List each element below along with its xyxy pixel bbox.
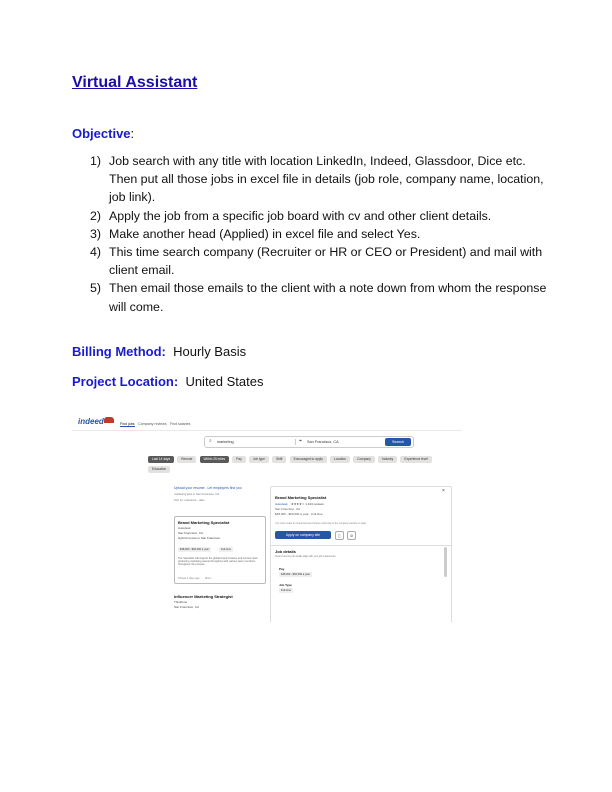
- filter-chip[interactable]: Location: [330, 456, 350, 463]
- objective-list: [90, 152, 550, 316]
- pay-label: Pay: [279, 567, 285, 571]
- objective-number: 3): [90, 226, 102, 241]
- detail-location: San Francisco, CA: [275, 507, 301, 511]
- job-card[interactable]: [174, 516, 266, 584]
- pay-tag: $48,000 - $60,000 a year: [281, 573, 310, 576]
- nav-find-salaries[interactable]: Find salaries: [170, 422, 191, 426]
- search-where-input[interactable]: San Francisco, CA: [307, 439, 339, 444]
- filter-chip[interactable]: Shift: [272, 456, 286, 463]
- location-label: Project Location: [72, 374, 174, 389]
- filter-chip[interactable]: Education: [148, 466, 170, 473]
- search-icon: ⌕: [209, 438, 212, 444]
- search-what-input[interactable]: marketing: [217, 439, 234, 444]
- objective-item: [90, 279, 550, 315]
- nav-company-reviews[interactable]: Company reviews: [138, 422, 167, 426]
- detail-pay: $48,000 - $60,000 a year - Full-time: [275, 512, 323, 516]
- job-card-description: The Specialist will support the global brand creative and content team producing marketing assets throughout with various team members throughout the process: [178, 557, 258, 567]
- job-card-2-title[interactable]: Influencer Marketing Strategist: [174, 594, 233, 599]
- billing-label: Billing Method: [72, 344, 162, 359]
- location-pin-icon: ⌖: [299, 438, 302, 444]
- jobs-meta: marketing jobs in San Francisco, CA: [174, 492, 220, 496]
- indeed-screenshot: [72, 412, 462, 622]
- job-card-2-company: Thinkfone: [174, 600, 188, 604]
- nav-find-jobs[interactable]: Find jobs: [120, 422, 135, 426]
- billing-value: Hourly Basis: [173, 344, 247, 359]
- filter-chip[interactable]: Company: [353, 456, 375, 463]
- objective-item: [90, 152, 550, 207]
- project-location: Project Location: United States: [72, 374, 264, 389]
- upload-resume-link[interactable]: Upload your resume - Let employers find you: [174, 486, 242, 490]
- sort-control[interactable]: Sort by: relevance - date: [174, 498, 205, 502]
- results-header: [174, 486, 266, 502]
- job-type-tag: Full-time: [281, 589, 291, 592]
- detail-note: You must create an Indeed account before continuing to the company website to apply: [275, 522, 367, 525]
- filter-chip[interactable]: Experience level: [400, 456, 431, 463]
- objective-item: [90, 243, 550, 279]
- document-title: Virtual Assistant: [72, 74, 198, 91]
- objective-colon: :: [130, 126, 135, 141]
- objective-text: This time search company (Recruiter or HR or CEO or President) and mail with client email.: [109, 245, 543, 278]
- search-bar: [204, 436, 414, 448]
- billing-method: Billing Method: Hourly Basis: [72, 344, 247, 359]
- detail-scrollbar[interactable]: [444, 547, 447, 577]
- filter-chip[interactable]: Within 25 miles: [200, 456, 230, 463]
- job-details-sub: Here's how the job details align with your job preferences.: [275, 555, 337, 558]
- objective-item: [90, 207, 550, 225]
- search-button[interactable]: Search: [385, 438, 411, 446]
- filter-chip[interactable]: Last 14 days: [148, 456, 174, 463]
- job-card-company: Autodesk: [178, 526, 191, 530]
- close-icon[interactable]: ×: [442, 488, 445, 494]
- detail-company[interactable]: Autodesk: [275, 502, 288, 506]
- job-card-posted: Posted 4 days ago: [178, 577, 200, 580]
- search-divider: [295, 439, 296, 445]
- badge-icon: [104, 417, 114, 423]
- bookmark-icon[interactable]: ▯: [335, 531, 344, 540]
- filter-chip[interactable]: Pay: [232, 456, 246, 463]
- objective-number: 4): [90, 245, 102, 260]
- objective-text: Make another head (Applied) in excel file and select Yes.: [109, 226, 421, 241]
- objective-text: Job search with any title with location LinkedIn, Indeed, Glassdoor, Dice etc. Then put all those jobs in excel file in details (job role, company name, location, job link).: [109, 154, 544, 205]
- filter-chip[interactable]: Encouraged to apply: [290, 456, 327, 463]
- objective-item: [90, 225, 550, 243]
- filter-chip[interactable]: Job type: [249, 456, 269, 463]
- detail-divider: [271, 545, 451, 546]
- objective-text: Then email those emails to the client with a note down from whom the response will come.: [109, 281, 547, 314]
- job-card-sub: Hybrid remote in San Francisco: [178, 536, 221, 540]
- location-value: United States: [185, 374, 264, 389]
- indeed-logo: indeed: [78, 417, 104, 426]
- not-interested-icon[interactable]: ⊘: [347, 531, 356, 540]
- top-bar: [72, 412, 462, 431]
- detail-rating[interactable]: ★★★★☆ 1,423 reviews: [291, 502, 324, 506]
- job-details-heading: Job details: [275, 549, 296, 554]
- filter-chip[interactable]: Industry: [378, 456, 397, 463]
- job-card-type-tag: Full-time: [221, 548, 231, 551]
- objective-number: 2): [90, 208, 102, 223]
- job-card-title[interactable]: Brand Marketing Specialist: [178, 520, 230, 525]
- objective-heading: [72, 126, 134, 141]
- job-card-pay-tag: $48,000 - $60,000 a year: [180, 548, 209, 551]
- objective-number: 5): [90, 281, 102, 296]
- detail-title: Brand Marketing Specialist: [275, 495, 327, 500]
- job-card-location: San Francisco, CA: [178, 531, 204, 535]
- job-card-2-location: San Francisco, CA: [174, 605, 200, 609]
- apply-button[interactable]: Apply on company site: [275, 531, 331, 539]
- job-type-label: Job Type: [279, 583, 292, 587]
- job-detail-panel: [270, 486, 452, 622]
- filter-bar: [148, 456, 458, 476]
- job-card-more-link[interactable]: More...: [205, 577, 214, 580]
- objective-text: Apply the job from a specific job board with cv and other client details.: [109, 208, 492, 223]
- objective-label: Objective: [72, 126, 131, 141]
- filter-chip[interactable]: Remote: [177, 456, 196, 463]
- objective-number: 1): [90, 154, 102, 168]
